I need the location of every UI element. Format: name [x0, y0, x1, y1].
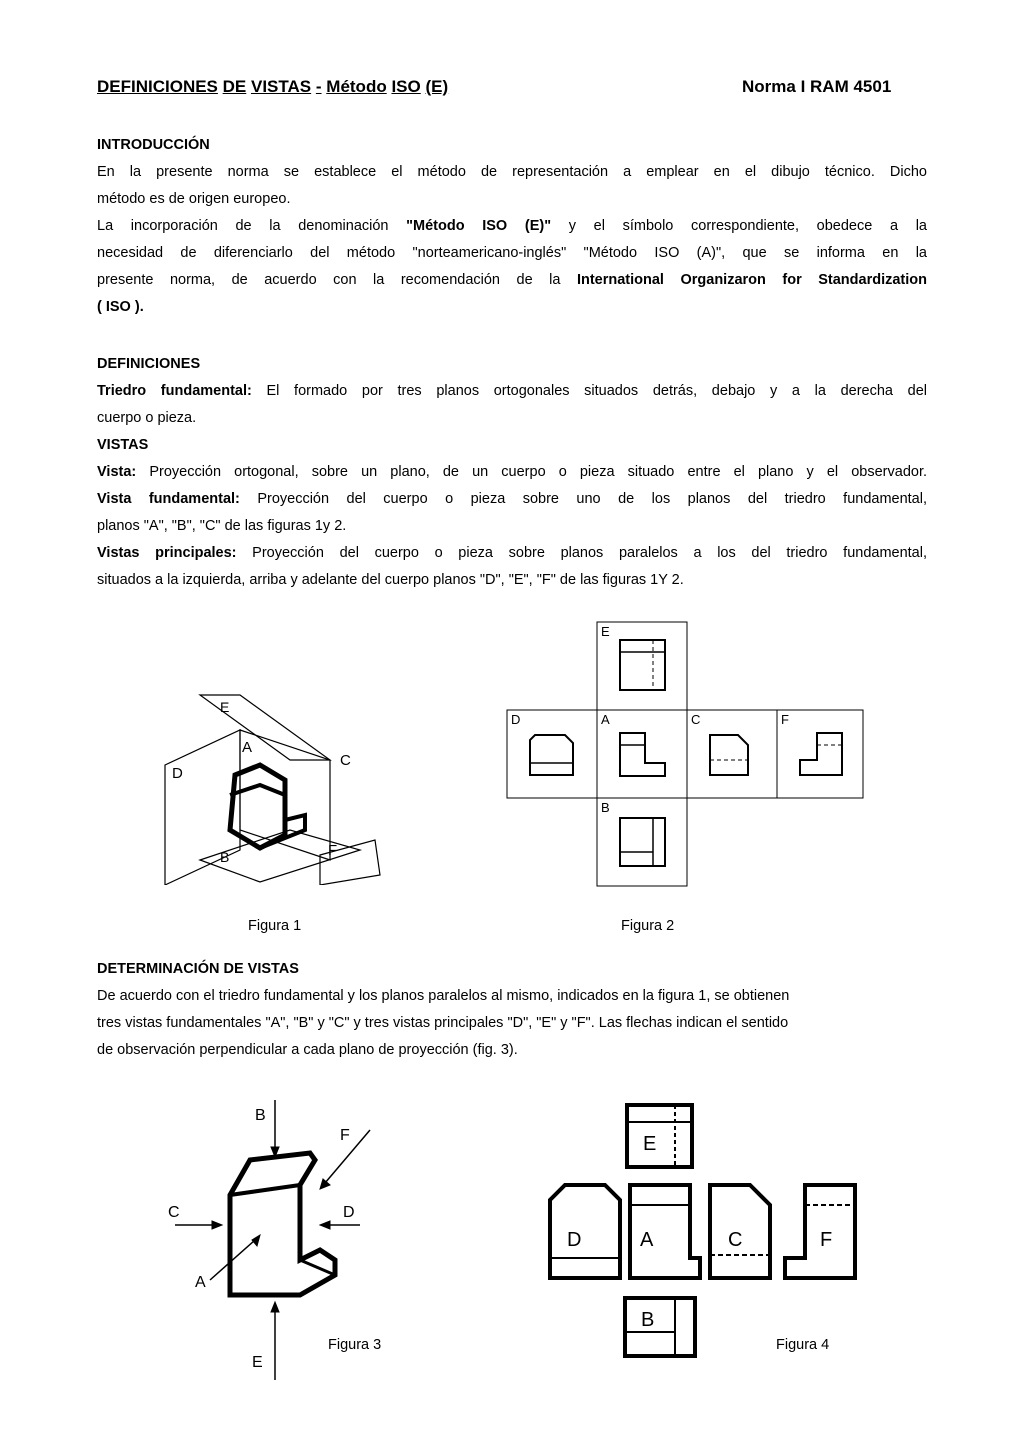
figure-1-isometric-planes — [160, 690, 400, 885]
fig1-label-E: E — [220, 699, 230, 715]
fig4-label-E: E — [643, 1133, 657, 1155]
fig2-label-A: A — [601, 712, 610, 727]
figure-4-caption: Figura 4 — [776, 1337, 830, 1353]
intro-line: ( ISO ). — [97, 299, 144, 315]
fig3-label-A: A — [195, 1274, 206, 1291]
determinacion-line: De acuerdo con el triedro fundamental y los planos paralelos al mismo, indicados en la figura 1, se obtienen — [97, 988, 790, 1004]
norm-label: Norma I RAM 4501 — [742, 77, 892, 96]
fig4-label-B: B — [641, 1309, 655, 1331]
definiciones-heading: DEFINICIONES — [97, 356, 201, 372]
title-word: (E) — [425, 77, 449, 96]
definition-term: Triedro fundamental: — [97, 383, 252, 399]
fig1-label-F: F — [328, 842, 338, 859]
vistas-heading: VISTAS — [97, 437, 149, 453]
intro-line: En la presente norma se establece el método de representación a emplear en el dibujo técnico. Dicho — [97, 164, 927, 180]
title-word: - — [315, 77, 322, 96]
definition-text: El formado por tres planos ortogonales situados detrás, debajo y a la derecha del — [251, 383, 927, 399]
fig2-label-F: F — [781, 712, 789, 727]
figure-1-caption: Figura 1 — [248, 918, 302, 934]
intro-line: método es de origen europeo. — [97, 191, 291, 207]
fig4-label-F: F — [820, 1229, 833, 1251]
fig3-label-E: E — [252, 1354, 263, 1371]
definition-line: planos "A", "B", "C" de las figuras 1y 2. — [97, 518, 347, 534]
intro-line: necesidad de diferenciarlo del método "norteamericano-inglés" "Método ISO (A)", que se informa en la — [97, 245, 927, 261]
determinacion-line: tres vistas fundamentales "A", "B" y "C" y tres vistas principales "D", "E" y "F". Las flechas indican el sentido — [97, 1015, 789, 1031]
definition-line — [97, 540, 927, 567]
definition-term: Vista fundamental: — [97, 491, 240, 507]
fig4-label-C: C — [728, 1229, 743, 1251]
document-title — [97, 77, 448, 97]
definition-term: Vistas principales: — [97, 545, 237, 561]
determinacion-line: de observación perpendicular a cada plano de proyección (fig. 3). — [97, 1042, 518, 1058]
fig3-label-D: D — [343, 1204, 355, 1221]
definition-line — [97, 486, 927, 513]
fig2-label-E: E — [601, 624, 610, 639]
fig2-label-D: D — [511, 712, 521, 727]
definition-line — [97, 378, 927, 405]
intro-line — [97, 213, 927, 240]
intro-text: presente norma, de acuerdo con la recomendación de la — [97, 272, 577, 288]
definiciones-section — [97, 351, 927, 594]
definition-line: cuerpo o pieza. — [97, 410, 197, 426]
title-word: ISO — [391, 77, 421, 96]
intro-section — [97, 132, 927, 321]
intro-bold: "Método ISO (E)" — [406, 218, 552, 234]
fig4-label-D: D — [567, 1229, 582, 1251]
definition-text: Proyección ortogonal, sobre un plano, de un cuerpo o pieza situado entre el plano y el observador. — [136, 464, 927, 480]
figure-4-standard-views — [545, 1100, 865, 1360]
fig2-label-C: C — [691, 712, 701, 727]
fig3-label-F: F — [340, 1127, 350, 1144]
intro-line — [97, 267, 927, 294]
fig1-label-D: D — [172, 765, 183, 782]
determinacion-heading: DETERMINACIÓN DE VISTAS — [97, 961, 299, 977]
definition-text: Proyección del cuerpo o pieza sobre planos paralelos a los del triedro fundamental, — [236, 545, 927, 561]
figure-2-unfolded-views — [505, 620, 865, 890]
intro-text: La incorporación de la denominación — [97, 218, 407, 234]
title-word: VISTAS — [251, 77, 312, 96]
definition-text: Proyección del cuerpo o pieza sobre uno de los planos del triedro fundamental, — [239, 491, 927, 507]
figure-2-caption: Figura 2 — [621, 918, 675, 934]
title-word: DEFINICIONES — [97, 77, 218, 96]
fig4-label-A: A — [640, 1229, 654, 1251]
definition-term: Vista: — [97, 464, 137, 480]
intro-text: y el símbolo correspondiente, obedece a la — [551, 218, 927, 234]
title-word: Método — [326, 77, 387, 96]
fig1-label-A: A — [242, 739, 253, 756]
intro-bold: International Organizaron for Standardization — [576, 272, 927, 288]
fig1-label-C: C — [340, 752, 351, 769]
definition-line — [97, 459, 927, 486]
fig1-label-B: B — [220, 849, 230, 865]
figure-3-caption: Figura 3 — [328, 1337, 382, 1353]
title-word: DE — [222, 77, 247, 96]
fig2-label-B: B — [601, 800, 610, 815]
fig3-label-B: B — [255, 1107, 266, 1124]
definition-line: situados a la izquierda, arriba y adelante del cuerpo planos "D", "E", "F" de las figuras 1Y 2. — [97, 572, 684, 588]
determinacion-section — [97, 956, 927, 1064]
fig3-label-C: C — [168, 1204, 180, 1221]
intro-heading: INTRODUCCIÓN — [97, 137, 210, 153]
